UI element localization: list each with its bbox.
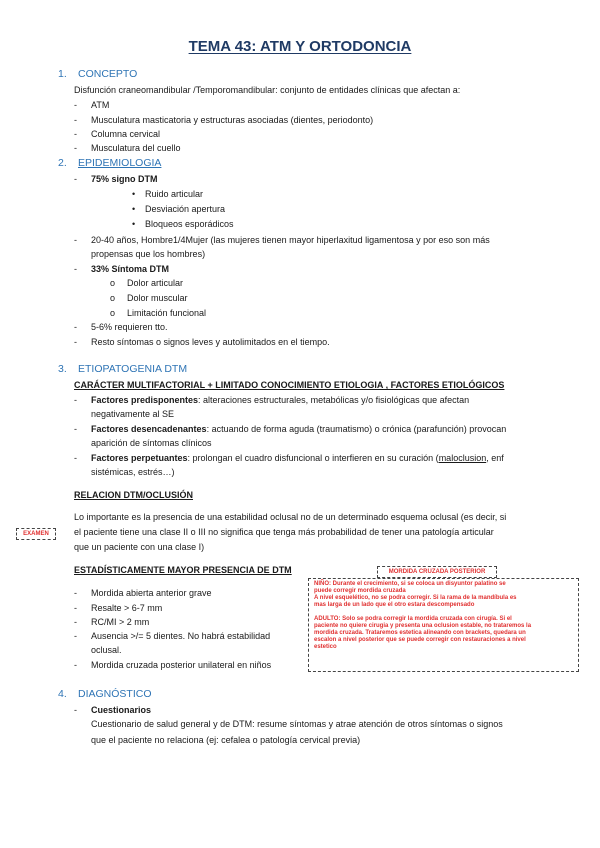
- concept-item-3: Columna cervical: [91, 129, 161, 139]
- estadistica-item-2: Resalte > 6-7 mm: [91, 603, 163, 613]
- epi-signo-item-2: Desviación apertura: [145, 204, 226, 214]
- dash-marker: -: [74, 588, 77, 598]
- diagnostico-line-2: que el paciente no relaciona (ej: cefalea o patología cervical previa): [91, 735, 361, 745]
- note-adulto-line-4: escalon a nivel posterior que se puede corregir con restauraciones a nivel: [314, 637, 526, 643]
- epi-age-line-2: propensas que los hombres): [91, 249, 206, 259]
- estadistica-item-4-line-2: oclusal.: [91, 645, 122, 655]
- epi-treatment: 5-6% requieren tto.: [91, 322, 168, 332]
- dash-marker: -: [74, 660, 77, 670]
- dash-marker: -: [74, 322, 77, 332]
- dash-marker: -: [74, 100, 77, 110]
- note-nino-line-3: A nivel esquelético, no se podra corregir. Si la rama de la mandíbula es: [314, 595, 517, 601]
- epi-sintoma-item-3: Limitación funcional: [127, 308, 207, 318]
- dash-marker: -: [74, 395, 77, 405]
- dash-marker: -: [74, 235, 77, 245]
- dash-marker: -: [74, 143, 77, 153]
- concept-item-4: Musculatura del cuello: [91, 143, 181, 153]
- dash-marker: -: [74, 337, 77, 347]
- section-4-number: 4.: [58, 688, 67, 700]
- epi-sintoma-item-2: Dolor muscular: [127, 293, 188, 303]
- factor-perpetuantes-end: , enf: [486, 453, 504, 463]
- circle-marker: o: [110, 308, 116, 318]
- factor-desencadenantes-line-2: aparición de síntomas clínicos: [91, 438, 212, 448]
- section-1-number: 1.: [58, 68, 67, 80]
- dash-marker: -: [74, 424, 77, 434]
- estadistica-item-5: Mordida cruzada posterior unilateral en niños: [91, 660, 272, 670]
- factor-perpetuantes-label: Factores perpetuantes: [91, 453, 188, 463]
- relacion-heading: RELACION DTM/OCLUSIÓN: [74, 490, 193, 500]
- concept-item-1: ATM: [91, 100, 110, 110]
- section-4-heading: [58, 688, 152, 700]
- epi-rest: Resto síntomas o signos leves y autolimitados en el tiempo.: [91, 337, 330, 347]
- dash-marker: -: [74, 617, 77, 627]
- factor-predisponentes-label: Factores predisponentes: [91, 395, 199, 405]
- section-1-heading: [58, 68, 137, 80]
- note-nino-line-2: puede corregir mordida cruzada: [314, 588, 406, 594]
- note-adulto-line-2: paciente no quiere cirugia y presenta una oclusion estable, no trataremos la: [314, 623, 532, 629]
- section-2-title: EPIDEMIOLOGIA: [78, 157, 162, 169]
- circle-marker: o: [110, 278, 116, 288]
- epi-signo-item-1: Ruido articular: [145, 189, 204, 199]
- dash-marker: -: [74, 603, 77, 613]
- factor-predisponentes: [91, 395, 469, 406]
- dash-marker: -: [74, 264, 77, 274]
- etio-subheading: CARÁCTER MULTIFACTORIAL + LIMITADO CONOCIMIENTO ETIOLOGIA , FACTORES ETIOLÓGICOS: [74, 380, 505, 390]
- page-title: TEMA 43: ATM Y ORTODONCIA: [188, 38, 412, 55]
- dash-marker: -: [74, 129, 77, 139]
- factor-perpetuantes: [91, 453, 504, 464]
- dash-marker: -: [74, 174, 77, 184]
- estadistica-heading: ESTADÍSTICAMENTE MAYOR PRESENCIA DE DTM: [74, 565, 292, 575]
- diagnostico-label: Cuestionarios: [91, 705, 152, 715]
- factor-desencadenantes-label: Factores desencadenantes: [91, 424, 207, 434]
- epi-age-line-1: 20-40 años, Hombre1/4Mujer (las mujeres tienen mayor hiperlaxitud ligamentosa y por eso son más: [91, 235, 490, 245]
- section-3-title: ETIOPATOGENIA DTM: [78, 363, 188, 375]
- note-adulto-line-5: estetico: [314, 644, 337, 650]
- factor-desencadenantes: [91, 424, 506, 435]
- diagnostico-line-1: Cuestionario de salud general y de DTM: resume síntomas y atrae atención de otros síntomas o signos: [91, 719, 503, 729]
- section-3-number: 3.: [58, 363, 67, 375]
- epi-signo-label: 75% signo DTM: [91, 174, 158, 184]
- factor-perpetuantes-line-2: sistémicas, estrés…): [91, 467, 175, 477]
- section-2-heading: [58, 157, 161, 169]
- dash-marker: -: [74, 631, 77, 641]
- epi-signo-item-3: Bloqueos esporádicos: [145, 219, 234, 229]
- bullet-marker: •: [132, 189, 136, 199]
- mordida-notes-tag: MORDIDA CRUZADA POSTERIOR: [377, 566, 497, 578]
- examen-tag: EXAMEN: [16, 528, 56, 540]
- epi-sintoma-label: 33% Síntoma DTM: [91, 264, 170, 274]
- factor-desencadenantes-text: : actuando de forma aguda (traumatismo) o crónica (parafunción) provocan: [206, 424, 507, 434]
- factor-predisponentes-line-2: negativamente al SE: [91, 409, 175, 419]
- note-nino-line-1: NIÑO: Durante el crecimiento, si se coloca un disyuntor palatino se: [314, 581, 506, 587]
- relacion-line-1: Lo importante es la presencia de una estabilidad oclusal no de un determinado esquema oclusal (es decir, si: [74, 512, 507, 522]
- epi-sintoma-item-1: Dolor articular: [127, 278, 184, 288]
- section-2-number: 2.: [58, 157, 67, 169]
- bullet-marker: •: [132, 219, 136, 229]
- estadistica-item-4: Ausencia >/= 5 dientes. No habrá estabilidad: [91, 631, 271, 641]
- factor-perpetuantes-text: : prolongan el cuadro disfuncional o interfieren en su curación (: [187, 453, 439, 463]
- dash-marker: -: [74, 115, 77, 125]
- estadistica-item-3: RC/MI > 2 mm: [91, 617, 150, 627]
- bullet-marker: •: [132, 204, 136, 214]
- note-adulto-line-3: mordida cruzada. Trataremos estetica alineando con brackets, quedara un: [314, 630, 526, 636]
- concept-item-2: Musculatura masticatoria y estructuras asociadas (dientes, periodonto): [91, 115, 374, 125]
- maloclusion-term: maloclusion: [438, 453, 487, 463]
- circle-marker: o: [110, 293, 116, 303]
- relacion-line-3: que un paciente con una clase I): [74, 542, 205, 552]
- dash-marker: -: [74, 453, 77, 463]
- section-1-title: CONCEPTO: [78, 68, 138, 80]
- dash-marker: -: [74, 705, 77, 715]
- estadistica-item-1: Mordida abierta anterior grave: [91, 588, 212, 598]
- concept-intro: Disfunción craneomandibular /Temporomandibular: conjunto de entidades clínicas que afectan a:: [74, 85, 461, 95]
- section-3-heading: [58, 363, 187, 375]
- section-4-title: DIAGNÓSTICO: [78, 688, 152, 700]
- relacion-line-2: el paciente tiene una clase II o III no significa que tenga más probabilidad de tener una patología articular: [74, 527, 494, 537]
- factor-predisponentes-text: : alteraciones estructurales, metabólicas y/o fisiológicas que afectan: [198, 395, 470, 405]
- note-nino-line-4: mas larga de un lado que el otro estara descompensado: [314, 602, 475, 608]
- note-adulto-line-1: ADULTO: Solo se podra corregir la mordida cruzada con cirugía. Si el: [314, 616, 512, 622]
